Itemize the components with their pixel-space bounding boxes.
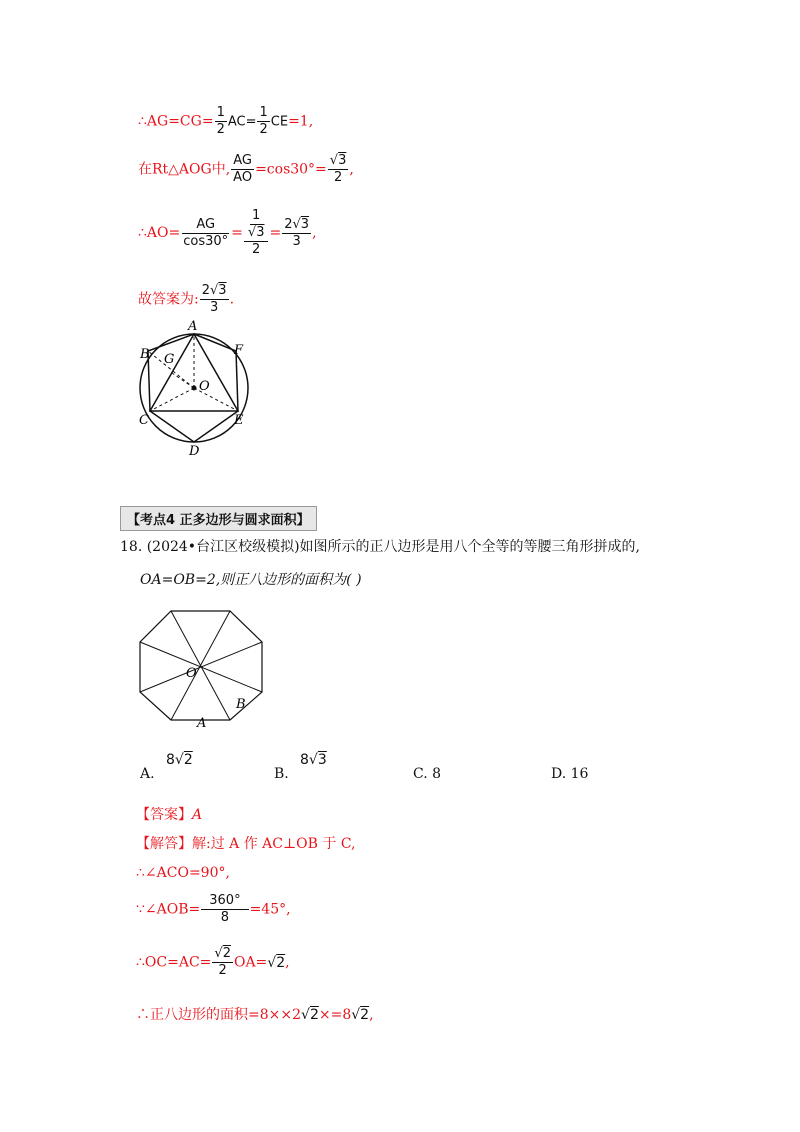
option-text: 8 bbox=[432, 766, 442, 782]
answer-label: 【答案】 bbox=[136, 807, 192, 823]
label-b: B bbox=[140, 347, 150, 362]
question-line1: 18. (2024•台江区校级模拟)如图所示的正八边形是用八个全等的等腰三角形拼成的, bbox=[120, 539, 640, 555]
text: =1, bbox=[288, 113, 314, 130]
option-a[interactable] bbox=[140, 766, 155, 782]
option-letter: B. bbox=[274, 766, 289, 782]
text: 故答案为: bbox=[138, 291, 199, 308]
den: 8 bbox=[220, 910, 230, 925]
sqrt: √3 bbox=[329, 153, 347, 168]
fraction bbox=[328, 153, 349, 186]
den: AO bbox=[233, 170, 253, 185]
sol2-line5 bbox=[136, 1006, 374, 1024]
inner-fraction: $\frac{1}{√3}$ bbox=[247, 208, 265, 240]
num: AG bbox=[233, 153, 252, 168]
text: = bbox=[231, 225, 243, 241]
den: 3 bbox=[210, 300, 219, 315]
num: 360° bbox=[201, 893, 248, 910]
option-letter: C. bbox=[413, 766, 428, 782]
hexagon-circle-figure bbox=[130, 318, 260, 458]
num: 1 bbox=[216, 105, 225, 120]
label-c: C bbox=[139, 413, 149, 428]
num: 1 bbox=[259, 105, 268, 120]
den: 2 bbox=[252, 242, 261, 257]
text: , bbox=[312, 225, 317, 241]
sol1-line1 bbox=[138, 105, 313, 138]
sol1-line2 bbox=[138, 153, 354, 186]
text: ∴AG=CG= bbox=[138, 113, 214, 130]
fraction bbox=[215, 105, 227, 138]
den: 2 bbox=[218, 963, 227, 978]
sqrt: √2 bbox=[351, 1007, 370, 1023]
sol2-line2: ∴∠ACO=90°, bbox=[136, 865, 230, 881]
label-d: D bbox=[189, 444, 200, 458]
option-b-value: 8√3 bbox=[300, 752, 327, 768]
text: ×=8 bbox=[318, 1007, 352, 1023]
den: 2 bbox=[216, 122, 225, 137]
fraction: $\frac{√2}{2}$ bbox=[214, 946, 231, 978]
sol2-line4 bbox=[136, 946, 290, 979]
text: =cos30°= bbox=[255, 161, 327, 178]
label-f: F bbox=[234, 343, 244, 358]
option-c[interactable] bbox=[413, 766, 441, 782]
octagon-figure bbox=[130, 600, 270, 732]
answer-line bbox=[136, 806, 202, 824]
option-a-value: 8√2 bbox=[166, 752, 193, 768]
option-letter: A. bbox=[140, 766, 155, 782]
text: ∴正八边形的面积=8××2 bbox=[136, 1007, 302, 1023]
option-letter: D. bbox=[551, 766, 567, 782]
text: AC= bbox=[227, 114, 257, 130]
jieda-line bbox=[136, 835, 356, 853]
sol2-line3 bbox=[136, 893, 291, 926]
text: =45°, bbox=[249, 901, 291, 918]
fraction bbox=[257, 105, 269, 138]
segment-og bbox=[172, 373, 194, 388]
label-a: A bbox=[197, 716, 207, 731]
answer-value: A bbox=[192, 807, 203, 823]
jieda-label: 【解答】 bbox=[136, 836, 192, 852]
text: = bbox=[269, 225, 282, 241]
option-d[interactable] bbox=[551, 766, 588, 782]
num: AG bbox=[182, 217, 229, 234]
text: ∵∠AOB= bbox=[136, 901, 201, 918]
question-line2: OA=OB=2,则正八边形的面积为( ) bbox=[140, 572, 362, 588]
text: . bbox=[229, 291, 235, 308]
text: ∴AO= bbox=[138, 225, 181, 241]
fraction: $\frac{2√3}{3}$ bbox=[284, 216, 310, 249]
label-e: E bbox=[234, 413, 244, 428]
sol1-line4 bbox=[138, 283, 234, 316]
fraction bbox=[231, 153, 254, 186]
label-o: O bbox=[199, 379, 210, 394]
den: 3 bbox=[292, 233, 301, 249]
sol1-line3 bbox=[138, 208, 317, 258]
sqrt: √2 bbox=[301, 1007, 319, 1023]
label-g: G bbox=[164, 352, 175, 367]
fraction bbox=[181, 217, 230, 250]
section-header: 【考点4 正多边形与圆求面积】 bbox=[120, 506, 317, 531]
text: CE bbox=[270, 114, 289, 130]
text: , bbox=[349, 161, 354, 178]
text: , bbox=[285, 954, 290, 971]
den: cos30° bbox=[183, 233, 229, 249]
text: 在Rt△AOG中, bbox=[138, 161, 231, 178]
label-a: A bbox=[188, 319, 198, 334]
sqrt: √2 bbox=[267, 954, 286, 971]
label-o: O bbox=[186, 666, 197, 681]
option-text: 16 bbox=[570, 766, 589, 782]
option-b[interactable] bbox=[274, 766, 289, 782]
center-point bbox=[192, 386, 197, 391]
fraction bbox=[201, 893, 248, 926]
jieda-text: 解:过 A 作 AC⊥OB 于 C, bbox=[192, 836, 356, 852]
den: 2 bbox=[259, 122, 268, 137]
label-b: B bbox=[236, 697, 246, 712]
text: , bbox=[369, 1007, 374, 1023]
fraction: $\frac{2√3}{3}$ bbox=[201, 283, 227, 315]
fraction bbox=[244, 208, 269, 258]
text: OA= bbox=[233, 954, 268, 971]
den: 2 bbox=[333, 170, 343, 185]
text: ∴OC=AC= bbox=[136, 954, 212, 971]
